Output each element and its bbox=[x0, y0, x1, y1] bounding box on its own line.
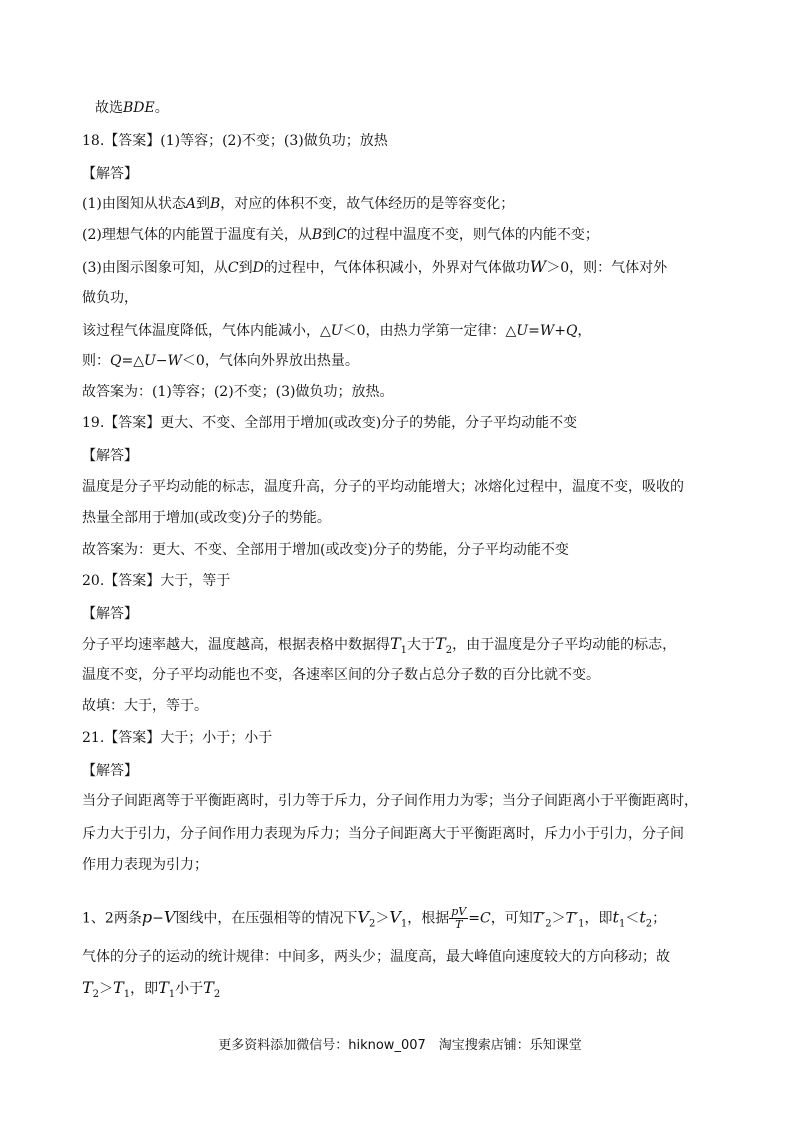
text-line: 气体的分子的运动的统计规律：中间多，两头少；温度高，最大峰值向速度较大的方向移动；故 bbox=[82, 949, 670, 965]
answer-20-heading: 20.【答案】大于，等于 bbox=[82, 573, 231, 589]
text-line: 则：Q=△U−W＜0，气体向外界放出热量。 bbox=[82, 353, 359, 369]
text-line: 分子平均速率越大，温度越高，根据表格中数据得$T_1$大于$T_2$，由于温度是分子平均动能的标志， bbox=[82, 634, 677, 656]
text-line: 故填：大于，等于。 bbox=[82, 698, 208, 714]
solution-heading: 【解答】 bbox=[82, 763, 138, 779]
solution-heading: 【解答】 bbox=[82, 606, 138, 622]
text-line-with-formula: 1、2两条p−V图线中，在压强相等的情况下$V_2>V_1$，根据 $\frac{pV}{T}$ =C，可知$T'_2>T'_1$，即$t_1<t_2$； bbox=[82, 905, 667, 931]
text-line: 当分子间距离等于平衡距离时，引力等于斥力，分子间作用力为零；当分子间距离小于平衡距离时， bbox=[82, 793, 698, 809]
text-line: $T_2>T_1$，即$T_1$小于$T_2$ bbox=[82, 978, 221, 1000]
text-line: (1)由图知从状态A到B，对应的体积不变，故气体经历的是等容变化； bbox=[82, 196, 515, 212]
text-line: 热量全部用于增加(或改变)分子的势能。 bbox=[82, 510, 331, 526]
text-line: (2)理想气体的内能置于温度有关，从B到C的过程中温度不变，则气体的内能不变； bbox=[82, 227, 599, 243]
text-line: 该过程气体温度降低，气体内能减小，△U＜0，由热力学第一定律：△U=W+Q， bbox=[82, 323, 592, 339]
text-line: 故答案为：(1)等容；(2)不变；(3)做负功；放热。 bbox=[82, 384, 394, 400]
text-line: 故答案为：更大、不变、全部用于增加(或改变)分子的势能，分子平均动能不变 bbox=[82, 542, 569, 558]
text-line: 做负功， bbox=[82, 290, 138, 306]
text-line: 斥力大于引力，分子间作用力表现为斥力；当分子间距离大于平衡距离时，斥力小于引力，分子间 bbox=[82, 826, 684, 842]
answer-21-heading: 21.【答案】大于；小于；小于 bbox=[82, 730, 273, 746]
answer-19-heading: 19.【答案】更大、不变、全部用于增加(或改变)分子的势能，分子平均动能不变 bbox=[82, 415, 578, 431]
answer-18-heading: 18.【答案】(1)等容；(2)不变；(3)做负功；放热 bbox=[82, 133, 388, 149]
text-line: 温度不变，分子平均动能也不变，各速率区间的分子数占总分子数的百分比就不变。 bbox=[82, 667, 600, 683]
solution-heading: 【解答】 bbox=[82, 448, 138, 464]
text-line: 温度是分子平均动能的标志，温度升高，分子的平均动能增大；冰熔化过程中，温度不变，吸收的 bbox=[82, 479, 684, 495]
page-footer: 更多资料添加微信号：hiknow_007 淘宝搜索店铺：乐知课堂 bbox=[218, 1038, 582, 1053]
solution-heading: 【解答】 bbox=[82, 166, 138, 182]
fraction-pv-over-t: $\frac{pV}{T}$ bbox=[451, 905, 467, 931]
text-line: 故选BDE。 bbox=[95, 100, 169, 116]
text-line: 作用力表现为引力； bbox=[82, 857, 208, 873]
text-line: (3)由图示图象可知，从C到D的过程中，气体体积减小，外界对气体做功W＞0，则：气体对外 bbox=[82, 257, 668, 276]
